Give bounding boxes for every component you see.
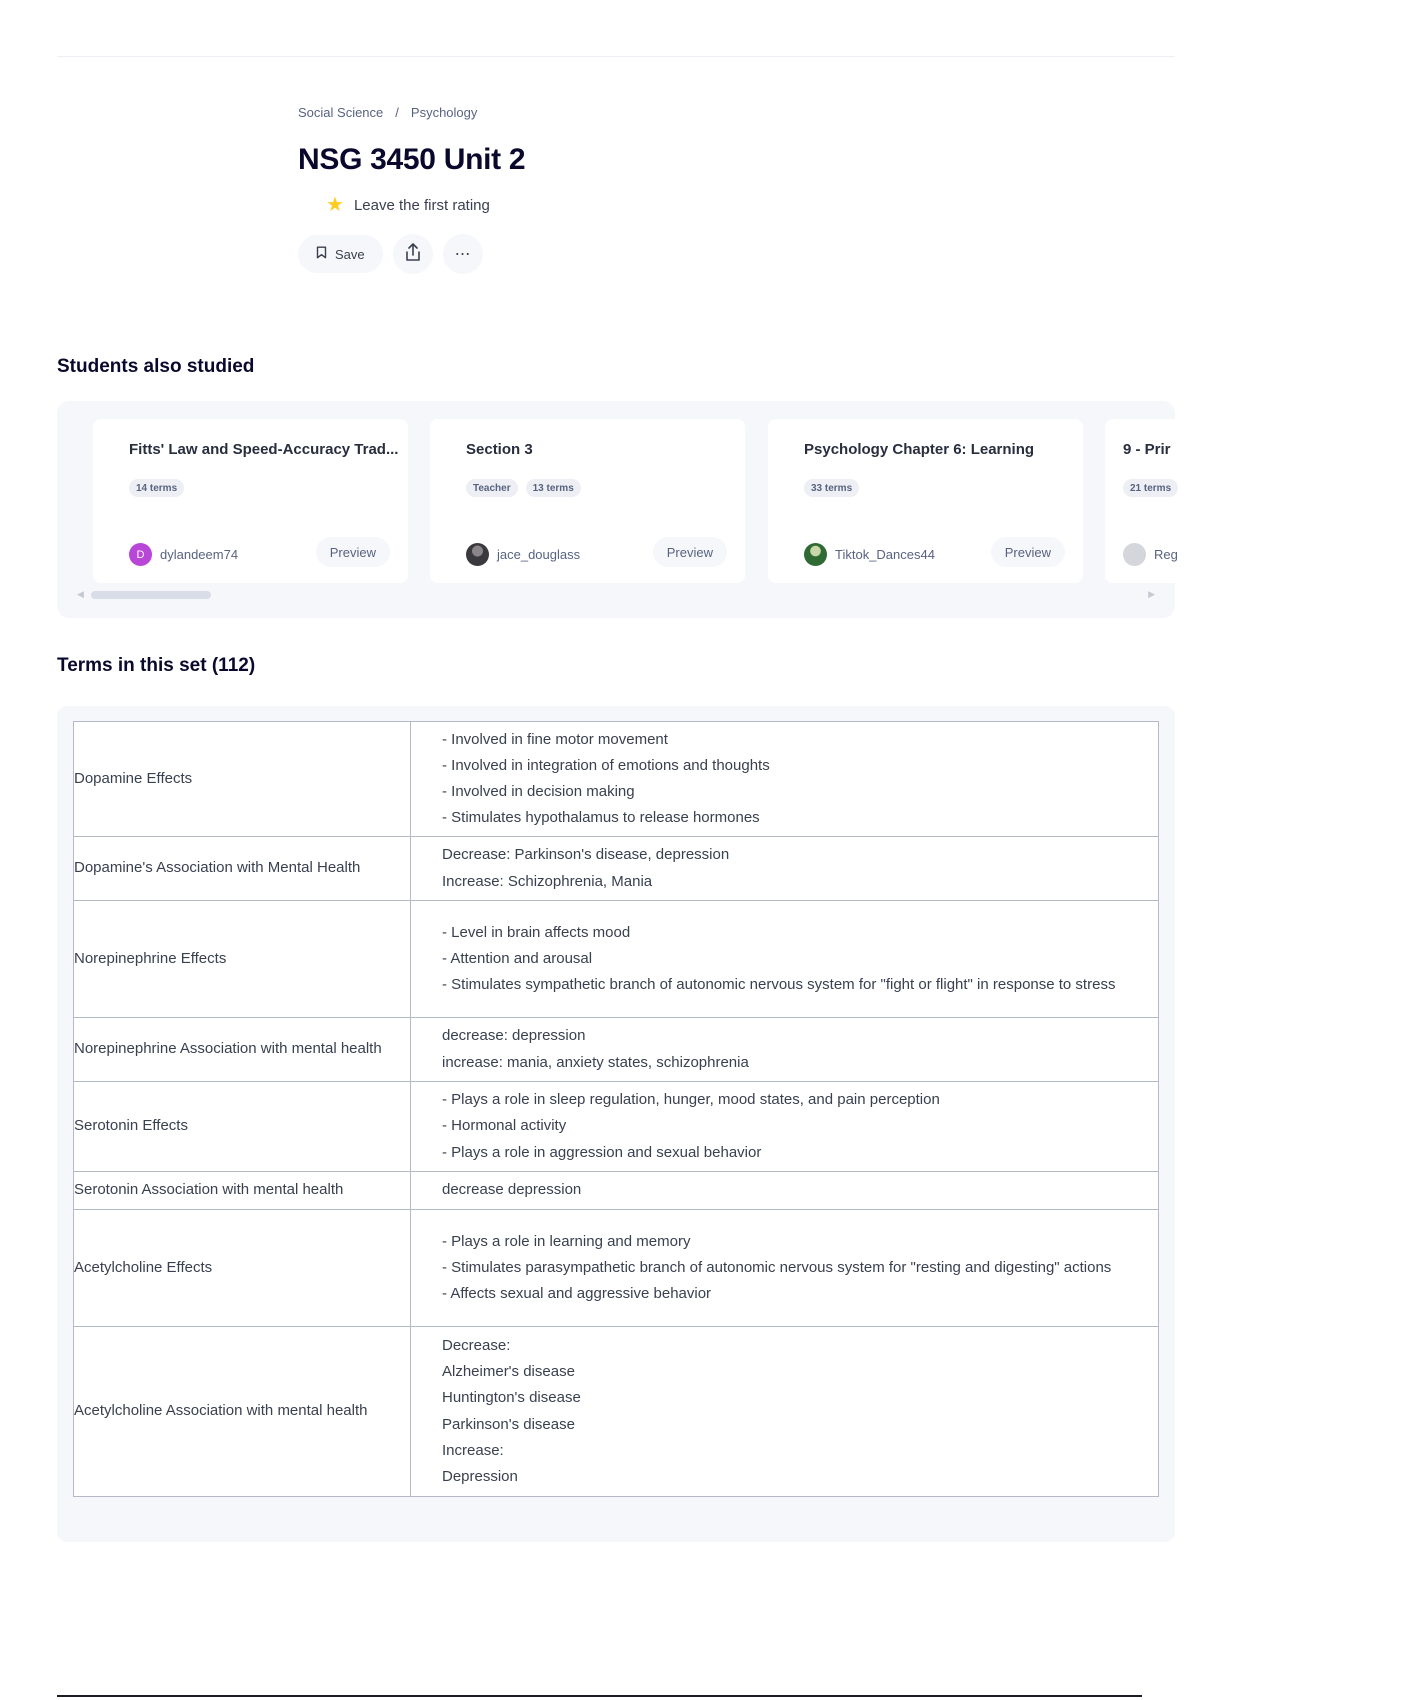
card-title: Section 3 — [466, 441, 533, 458]
share-icon — [404, 242, 422, 267]
bottom-divider — [57, 1695, 1142, 1697]
term-cell: Dopamine's Association with Mental Health — [74, 837, 411, 901]
definition-line: - Involved in decision making — [442, 783, 635, 800]
definition-cell — [411, 901, 1159, 1018]
definition-line: - Affects sexual and aggressive behavior — [442, 1285, 712, 1303]
definition-cell — [411, 1018, 1159, 1082]
definition-line: - Involved in fine motor movement — [442, 730, 668, 748]
definition-line: Decrease: Parkinson's disease, depression — [442, 846, 730, 864]
term-cell: Norepinephrine Association with mental health — [74, 1018, 411, 1082]
definition-line: - Stimulates sympathetic branch of autonomic nervous system for "fight or flight" in response to stress — [442, 976, 1116, 994]
term-row — [74, 1018, 1159, 1082]
card-title: 9 - Prir — [1123, 441, 1171, 458]
avatar — [804, 543, 827, 566]
term-row — [74, 1210, 1159, 1327]
share-button[interactable] — [393, 234, 433, 274]
term-cell: Acetylcholine Effects — [74, 1210, 411, 1327]
set-header — [298, 102, 898, 274]
card-author[interactable] — [804, 543, 935, 566]
definition-line: - Stimulates parasympathetic branch of autonomic nervous system for "resting and digesting" actions — [442, 1258, 1112, 1276]
definition-line: Depression — [442, 1467, 518, 1485]
star-icon: ★ — [326, 194, 344, 216]
definition-line: - Plays a role in sleep regulation, hunger, mood states, and pain perception — [442, 1091, 940, 1109]
terms-count-badge: 21 terms — [1123, 479, 1178, 497]
terms-panel — [57, 706, 1175, 1542]
definition-line: Decrease: — [442, 1336, 511, 1354]
breadcrumb-subcategory[interactable]: Psychology — [410, 104, 478, 120]
terms-count-badge: 13 terms — [526, 479, 581, 497]
card-badges — [1123, 479, 1178, 497]
term-row — [74, 1327, 1159, 1497]
definition-line: increase: mania, anxiety states, schizophrenia — [442, 1053, 749, 1071]
author-name: Tiktok_Dances44 — [835, 547, 935, 562]
definition-line: Huntington's disease — [442, 1389, 581, 1407]
avatar — [1123, 543, 1146, 566]
term-row — [74, 1082, 1159, 1172]
definition-line: Alzheimer's disease — [442, 1363, 575, 1381]
preview-button[interactable]: Preview — [653, 537, 727, 567]
card-author[interactable] — [1123, 543, 1178, 566]
card-title: Fitts' Law and Speed-Accuracy Trad... — [129, 441, 399, 458]
definition-line: Increase: — [442, 1441, 504, 1459]
more-icon: ⋯ — [454, 246, 471, 263]
definition-line: decrease: depression — [442, 1027, 586, 1045]
page-title: NSG 3450 Unit 2 — [298, 143, 526, 176]
definition-line: - Involved in integration of emotions and thoughts — [442, 756, 770, 774]
students-also-studied-heading: Students also studied — [57, 356, 255, 377]
definition-line: decrease depression — [442, 1181, 582, 1199]
carousel-scrollbar[interactable] — [77, 589, 1155, 601]
definition-line: - Hormonal activity — [442, 1117, 567, 1135]
card-author[interactable] — [129, 543, 238, 566]
rating-text: Leave the first rating — [353, 196, 490, 214]
terms-count-badge: 33 terms — [804, 479, 859, 497]
scrollbar-thumb[interactable] — [91, 591, 211, 599]
author-name: jace_douglass — [497, 547, 581, 562]
related-set-card[interactable] — [1105, 419, 1420, 583]
related-set-card[interactable] — [768, 419, 1083, 583]
card-title: Psychology Chapter 6: Learning — [804, 441, 1035, 458]
definition-cell — [411, 1082, 1159, 1172]
breadcrumb — [298, 102, 898, 122]
card-badges — [129, 479, 184, 497]
avatar — [466, 543, 489, 566]
preview-button[interactable]: Preview — [316, 537, 390, 567]
term-cell: Serotonin Association with mental health — [74, 1172, 411, 1210]
definition-cell — [411, 837, 1159, 901]
definition-line: Increase: Schizophrenia, Mania — [442, 872, 653, 890]
related-set-card[interactable] — [93, 419, 408, 583]
more-options-button[interactable] — [443, 234, 483, 274]
definition-line: - Level in brain affects mood — [442, 923, 631, 941]
scroll-right-icon[interactable]: ▶ — [1148, 589, 1155, 599]
save-button[interactable] — [298, 235, 383, 273]
avatar: D — [129, 543, 152, 566]
preview-button[interactable]: Preview — [991, 537, 1065, 567]
definition-cell — [411, 1210, 1159, 1327]
definition-cell — [411, 722, 1159, 837]
definition-cell — [411, 1327, 1159, 1497]
card-badges — [804, 479, 859, 497]
related-set-card[interactable] — [430, 419, 745, 583]
teacher-badge: Teacher — [466, 479, 518, 497]
term-cell: Acetylcholine Association with mental health — [74, 1327, 411, 1497]
term-row — [74, 1172, 1159, 1210]
term-cell: Serotonin Effects — [74, 1082, 411, 1172]
terms-heading: Terms in this set (112) — [57, 655, 256, 676]
definition-line: Parkinson's disease — [442, 1415, 575, 1433]
definition-line: - Stimulates hypothalamus to release hormones — [442, 809, 760, 827]
definition-cell — [411, 1172, 1159, 1210]
scroll-left-icon[interactable]: ◀ — [77, 589, 84, 599]
bookmark-icon — [316, 246, 327, 262]
card-author[interactable] — [466, 543, 580, 566]
related-sets-carousel — [57, 401, 1178, 618]
rating-prompt[interactable] — [326, 194, 898, 216]
top-divider — [57, 56, 1175, 57]
definition-line: - Plays a role in aggression and sexual behavior — [442, 1143, 762, 1161]
terms-count-badge: 14 terms — [129, 479, 184, 497]
breadcrumb-category[interactable]: Social Science — [298, 104, 384, 120]
set-actions — [298, 234, 898, 274]
author-name: dylandeem74 — [160, 547, 239, 562]
card-badges — [466, 479, 581, 497]
definition-line: - Plays a role in learning and memory — [442, 1232, 691, 1250]
term-row — [74, 722, 1159, 837]
term-cell: Dopamine Effects — [74, 722, 411, 837]
definition-line: - Attention and arousal — [442, 949, 593, 967]
term-row — [74, 901, 1159, 1018]
term-row — [74, 837, 1159, 901]
author-name: Reg — [1154, 547, 1178, 562]
save-label: Save — [335, 246, 365, 262]
term-cell: Norepinephrine Effects — [74, 901, 411, 1018]
breadcrumb-separator: / — [395, 104, 399, 120]
terms-table — [73, 721, 1159, 1497]
